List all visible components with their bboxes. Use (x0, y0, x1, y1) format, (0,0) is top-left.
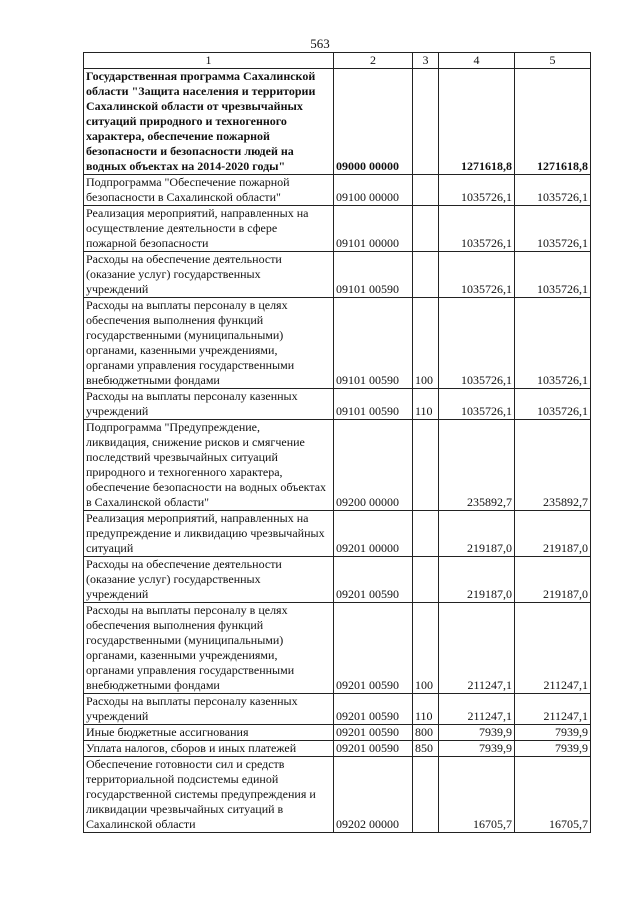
row-expense-type (413, 420, 439, 511)
row-amount-col4: 1035726,1 (439, 175, 515, 206)
row-target-code: 09101 00590 (334, 298, 413, 389)
row-amount-col4: 211247,1 (439, 603, 515, 694)
row-name: Расходы на обеспечение деятельности (оказание услуг) государственных учреждений (84, 252, 334, 298)
row-amount-col4: 1035726,1 (439, 389, 515, 420)
header-col-2: 2 (334, 53, 413, 69)
table-row (84, 252, 591, 298)
row-name: Расходы на выплаты персоналу казенных учреждений (84, 389, 334, 420)
row-name: Подпрограмма "Предупреждение, ликвидация, снижение рисков и смягчение последствий чрезвычайных ситуаций природного и техногенного характера, обеспечение безопасности на водных объектах в Сахалинской области" (84, 420, 334, 511)
row-amount-col5: 219187,0 (515, 557, 591, 603)
row-amount-col4: 219187,0 (439, 511, 515, 557)
row-target-code: 09100 00000 (334, 175, 413, 206)
row-expense-type: 800 (413, 725, 439, 741)
row-name: Иные бюджетные ассигнования (84, 725, 334, 741)
row-amount-col4: 1035726,1 (439, 252, 515, 298)
row-name: Расходы на выплаты персоналу в целях обеспечения выполнения функций государственными (муниципальными) органами, казенными учреждениями, органами управления государственными внебюджетными фондами (84, 298, 334, 389)
row-amount-col4: 7939,9 (439, 741, 515, 757)
page-number: 563 (310, 36, 330, 51)
row-amount-col5: 235892,7 (515, 420, 591, 511)
row-expense-type (413, 175, 439, 206)
row-expense-type (413, 206, 439, 252)
table-row (84, 420, 591, 511)
row-amount-col5: 7939,9 (515, 741, 591, 757)
row-name: Реализация мероприятий, направленных на осуществление деятельности в сфере пожарной безопасности (84, 206, 334, 252)
row-amount-col5: 16705,7 (515, 757, 591, 833)
row-target-code: 09201 00590 (334, 725, 413, 741)
header-col-5: 5 (515, 53, 591, 69)
row-amount-col4: 219187,0 (439, 557, 515, 603)
row-expense-type (413, 252, 439, 298)
row-expense-type: 100 (413, 603, 439, 694)
row-amount-col5: 211247,1 (515, 694, 591, 725)
row-amount-col4: 16705,7 (439, 757, 515, 833)
table-row (84, 206, 591, 252)
row-amount-col4: 235892,7 (439, 420, 515, 511)
row-target-code: 09101 00590 (334, 252, 413, 298)
row-name: Реализация мероприятий, направленных на предупреждение и ликвидацию чрезвычайных ситуаций (84, 511, 334, 557)
row-name: Расходы на выплаты персоналу казенных учреждений (84, 694, 334, 725)
row-amount-col5: 1035726,1 (515, 389, 591, 420)
table-row (84, 175, 591, 206)
row-target-code: 09201 00000 (334, 511, 413, 557)
header-row (84, 53, 591, 69)
row-amount-col5: 211247,1 (515, 603, 591, 694)
table-body (84, 69, 591, 833)
table-row (84, 557, 591, 603)
row-amount-col5: 1035726,1 (515, 298, 591, 389)
table-row (84, 511, 591, 557)
table-row (84, 69, 591, 175)
row-name: Государственная программа Сахалинской области "Защита населения и территории Сахалинской области от чрезвычайных ситуаций природного и техногенного характера, обеспечение пожарной безопасности и безопасности людей на водных объектах на 2014-2020 годы" (84, 69, 334, 175)
row-target-code: 09000 00000 (334, 69, 413, 175)
header-col-1: 1 (84, 53, 334, 69)
table-row (84, 694, 591, 725)
table-row (84, 757, 591, 833)
row-amount-col5: 7939,9 (515, 725, 591, 741)
header-col-3: 3 (413, 53, 439, 69)
table-row (84, 741, 591, 757)
row-name: Подпрограмма "Обеспечение пожарной безопасности в Сахалинской области" (84, 175, 334, 206)
row-amount-col4: 211247,1 (439, 694, 515, 725)
row-expense-type (413, 69, 439, 175)
row-target-code: 09101 00000 (334, 206, 413, 252)
row-amount-col4: 1271618,8 (439, 69, 515, 175)
table-row (84, 725, 591, 741)
row-expense-type: 100 (413, 298, 439, 389)
row-name: Расходы на обеспечение деятельности (оказание услуг) государственных учреждений (84, 557, 334, 603)
row-target-code: 09201 00590 (334, 694, 413, 725)
row-expense-type: 110 (413, 694, 439, 725)
row-amount-col5: 1035726,1 (515, 206, 591, 252)
row-amount-col5: 219187,0 (515, 511, 591, 557)
header-col-4: 4 (439, 53, 515, 69)
row-expense-type (413, 511, 439, 557)
row-amount-col4: 1035726,1 (439, 206, 515, 252)
row-target-code: 09201 00590 (334, 603, 413, 694)
row-target-code: 09200 00000 (334, 420, 413, 511)
row-name: Обеспечение готовности сил и средств территориальной подсистемы единой государственной системы предупреждения и ликвидации чрезвычайных ситуаций в Сахалинской области (84, 757, 334, 833)
row-amount-col4: 7939,9 (439, 725, 515, 741)
row-expense-type: 110 (413, 389, 439, 420)
row-expense-type (413, 757, 439, 833)
row-target-code: 09201 00590 (334, 741, 413, 757)
row-target-code: 09202 00000 (334, 757, 413, 833)
row-name: Уплата налогов, сборов и иных платежей (84, 741, 334, 757)
row-amount-col5: 1035726,1 (515, 252, 591, 298)
row-target-code: 09201 00590 (334, 557, 413, 603)
row-expense-type: 850 (413, 741, 439, 757)
budget-table (83, 52, 591, 833)
row-amount-col5: 1271618,8 (515, 69, 591, 175)
row-expense-type (413, 557, 439, 603)
row-amount-col5: 1035726,1 (515, 175, 591, 206)
row-amount-col4: 1035726,1 (439, 298, 515, 389)
table-row (84, 298, 591, 389)
row-name: Расходы на выплаты персоналу в целях обеспечения выполнения функций государственными (муниципальными) органами, казенными учреждениями, органами управления государственными внебюджетными фондами (84, 603, 334, 694)
table-row (84, 389, 591, 420)
row-target-code: 09101 00590 (334, 389, 413, 420)
table-row (84, 603, 591, 694)
